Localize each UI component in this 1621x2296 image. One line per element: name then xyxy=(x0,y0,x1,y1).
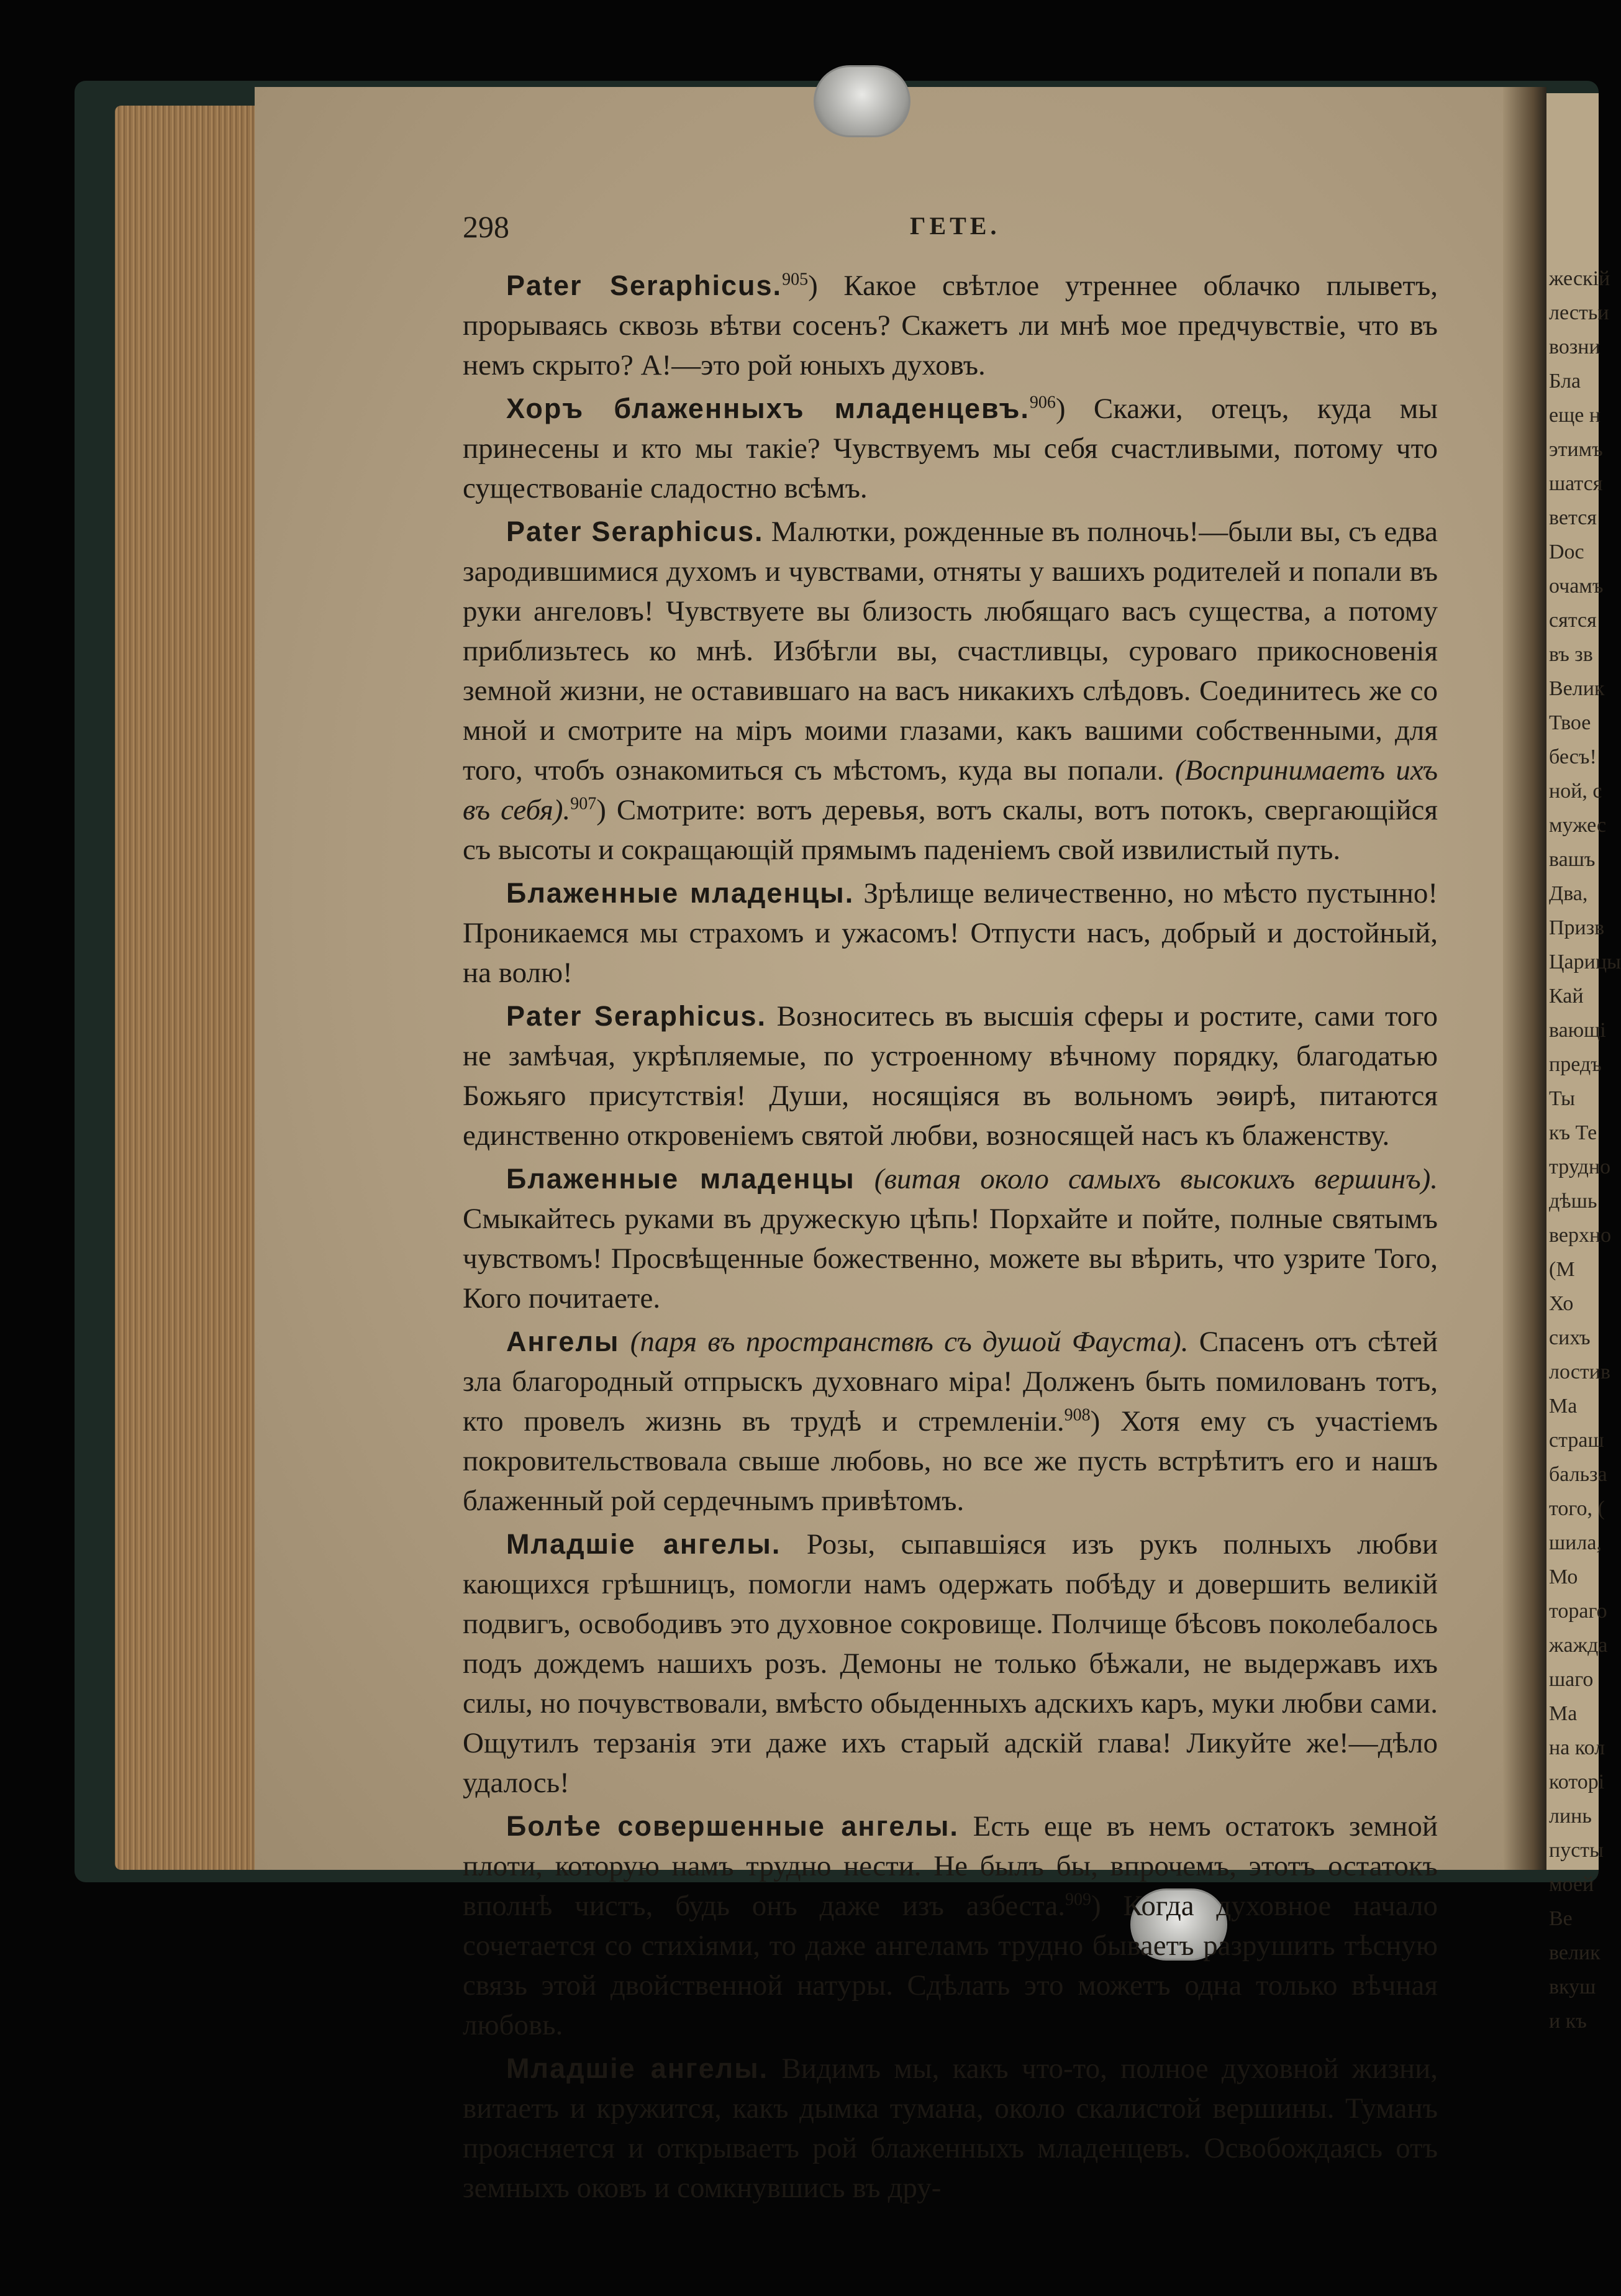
facing-page-fragment: (М xyxy=(1549,1258,1575,1281)
speaker-name: Pater Seraphicus. xyxy=(506,516,764,547)
facing-page-fragment: шила, xyxy=(1549,1531,1602,1554)
dialogue-text: Зрѣлище величественно, но мѣсто пустынно! Проникаемся мы страхомъ и ужасомъ! Отпусти насъ, добрый и достойный, на волю! xyxy=(463,877,1438,989)
speaker-name: Младшіе ангелы. xyxy=(506,2052,769,2084)
dialogue-text: Смыкайтесь руками въ дружескую цѣпь! Порхайте и пойте, полные святымъ чувствомъ! Просвѣщенные божественно, можете вы вѣрить, что узрите Того, Кого почитаете. xyxy=(463,1203,1438,1314)
facing-page-fragment: дѣшь xyxy=(1549,1190,1597,1213)
facing-page-fragment: сятся xyxy=(1549,609,1597,632)
page-gutter xyxy=(1503,87,1546,1870)
facing-page-fragment: верхно xyxy=(1549,1224,1612,1247)
facing-page-fragment: лестьи xyxy=(1549,301,1609,324)
facing-page-fragment: Хо xyxy=(1549,1292,1574,1315)
footnote-ref: 906 xyxy=(1029,393,1056,412)
facing-page-fragment: къ Те xyxy=(1549,1121,1597,1144)
dialogue-text: Видимъ мы, какъ что-то, полное духовной жизни, витаетъ и кружится, какъ дымка тумана, около скалистой вершины. Туманъ проясняется и открываетъ рой блаженныхъ младенцевъ. Освобождаясь отъ земныхъ оковъ и сомкнувшись въ дру- xyxy=(463,2052,1438,2204)
dialogue-text: Розы, сыпавшіяся изъ рукъ полныхъ любви кающихся грѣшницъ, помогли намъ одержать побѣду и довершить великій подвигъ, освободивъ это духовное сокровище. Полчище бѣсовъ поколебалось подъ дождемъ нашихъ розъ. Демоны не только бѣжали, не выдержавъ ихъ силы, но почувствовали, вмѣсто обыденныхъ адскихъ каръ, муки любви сами. Ощутилъ терзанія эти даже ихъ старый адскій глава! Ликуйте же!—дѣло удалось! xyxy=(463,1528,1438,1799)
dialogue-text: ) Когда духовное начало сочетается со стихіями, то даже ангеламъ трудно бываетъ разрушить тѣсную связь этой двойственной натуры. Сдѣлать это можетъ одна только вѣчная любовь. xyxy=(463,1890,1438,2041)
facing-page-fragment: вется xyxy=(1549,506,1597,529)
facing-page-fragment: вкуш xyxy=(1549,1975,1596,1998)
facing-page-fragment: на кол xyxy=(1549,1736,1605,1759)
dialogue-text: Спасенъ отъ сѣтей зла благородный отпрыскъ духовнаго міра! Долженъ быть помилованъ тотъ, кто провелъ жизнь въ трудѣ и стремленіи. xyxy=(463,1326,1438,1437)
facing-page-fragment: очамъ xyxy=(1549,575,1604,598)
footnote-ref: 905 xyxy=(782,270,809,289)
speaker-name: Pater Seraphicus. xyxy=(506,1000,767,1032)
page-clip-top xyxy=(814,65,910,137)
facing-page-fragment: еще н xyxy=(1549,404,1601,427)
dialogue-text: ) Хотя ему съ участіемъ покровительствовала свыше любовь, но все же пусть встрѣтитъ его и нашъ блаженный рой сердечнымъ привѣтомъ. xyxy=(463,1405,1438,1517)
facing-page-fragment: Ма xyxy=(1549,1702,1578,1725)
facing-page-fragment: бесъ! xyxy=(1549,745,1597,768)
paragraph xyxy=(463,996,1438,1155)
facing-page-fragment: страш xyxy=(1549,1429,1604,1452)
page-text xyxy=(463,266,1438,2212)
facing-page-fragment: тораго xyxy=(1549,1600,1607,1623)
dialogue-text: ) Скажи, отецъ, куда мы принесены и кто мы такіе? Чувствуемъ мы себя счастливыми, потому что существованіе сладостно всѣмъ. xyxy=(463,393,1438,504)
facing-page-fragment: Царицы xyxy=(1549,950,1621,973)
paragraph xyxy=(463,873,1438,993)
facing-page-fragment: шатся xyxy=(1549,472,1603,495)
paragraph xyxy=(463,1524,1438,1803)
paragraph xyxy=(463,1806,1438,2045)
facing-page-fragment: вашъ xyxy=(1549,848,1596,871)
facing-page-fragment: Ты xyxy=(1549,1087,1575,1110)
facing-page-fragment: Ве xyxy=(1549,1907,1573,1930)
footnote-ref: 909 xyxy=(1065,1890,1092,1910)
facing-page-fragment: Два, xyxy=(1549,882,1588,905)
facing-page-fragment: моей xyxy=(1549,1873,1594,1896)
facing-page-fragment: которі xyxy=(1549,1770,1605,1793)
facing-page-fragment: Doc xyxy=(1549,540,1584,563)
stage-direction: (витая около самыхъ высокихъ вершинъ). xyxy=(874,1163,1438,1195)
paragraph xyxy=(463,389,1438,508)
stage-direction: (Воспринимаетъ ихъ въ себя). xyxy=(463,754,1438,826)
dialogue-text: Есть еще въ немъ остатокъ земной плоти, которую намъ трудно нести. Не былъ бы, впрочемъ, этотъ остатокъ вполнѣ чистъ, будь онъ даже изъ азбеста. xyxy=(463,1810,1438,1922)
speaker-name: Ангелы xyxy=(506,1326,620,1357)
facing-page-fragment: этимъ xyxy=(1549,438,1603,461)
facing-page-fragment: Мо xyxy=(1549,1565,1578,1588)
facing-page-fragment: шаго xyxy=(1549,1668,1594,1691)
facing-page-fragment: сихъ xyxy=(1549,1326,1591,1349)
facing-page-fragment: и къ xyxy=(1549,2010,1587,2033)
running-title: ГЕТЕ. xyxy=(910,212,1001,240)
facing-page-fragment: того, ( xyxy=(1549,1497,1605,1520)
page-edges xyxy=(115,106,267,1870)
speaker-name: Болѣе совершенные ангелы. xyxy=(506,1810,959,1842)
facing-page-fragment: бальза xyxy=(1549,1463,1607,1486)
speaker-name: Блаженные младенцы. xyxy=(506,877,855,909)
facing-page-fragment: Призв xyxy=(1549,916,1605,939)
facing-page-fragment: велик xyxy=(1549,1941,1601,1964)
facing-page-fragment: жескій xyxy=(1549,267,1610,290)
facing-page-fragment: линь xyxy=(1549,1805,1592,1828)
facing-page-fragment: вающі xyxy=(1549,1019,1606,1042)
facing-page-fragment: предъ xyxy=(1549,1053,1602,1076)
page-header xyxy=(463,209,1394,246)
dialogue-text: Малютки, рожденные въ полночь!—были вы, съ едва зародившимися духомъ и чувствами, отняты у вашихъ родителей и попали въ руки ангеловъ! Чувствуете вы близость любящаго васъ существа, а потому приблизьтесь ко мнѣ. Избѣгли вы, счастливцы, суроваго прикосновенія земной жизни, не оставившаго на васъ никакихъ слѣдовъ. Соединитесь же со мной и смотрите на міръ моими глазами, какъ вашими собственными, для того, чтобъ ознакомиться съ мѣстомъ, куда вы попали. xyxy=(463,516,1438,786)
facing-page-fragment: пусты xyxy=(1549,1839,1604,1862)
dialogue-text: ) Какое свѣтлое утреннее облачко плыветъ, прорываясь сквозь вѣтви сосенъ? Скажетъ ли мнѣ мое предчувствіе, что въ немъ скрыто? А!—это рой юныхъ духовъ. xyxy=(463,270,1438,381)
facing-page-fragment: въ зв xyxy=(1549,643,1593,666)
facing-page-fragment: ной, с xyxy=(1549,780,1602,803)
speaker-name: Блаженные младенцы xyxy=(506,1163,855,1195)
paragraph xyxy=(463,512,1438,870)
speaker-name: Младшіе ангелы. xyxy=(506,1528,781,1560)
footnote-ref: 907 xyxy=(570,794,597,814)
paragraph xyxy=(463,1159,1438,1318)
paragraph xyxy=(463,266,1438,385)
dialogue-text: Возноситесь въ высшія сферы и ростите, сами того не замѣчая, укрѣпляемые, по устроенному вѣчному порядку, благодатью Божьяго присутствія! Души, носящіяся въ вольномъ эѳирѣ, питаются единственно откровеніемъ святой любви, возносящей насъ къ блаженству. xyxy=(463,1000,1438,1152)
page-number: 298 xyxy=(463,209,509,244)
paragraph xyxy=(463,2049,1438,2208)
dialogue-text: ) Смотрите: вотъ деревья, вотъ скалы, вотъ потокъ, свергающійся съ высоты и сокращающій прямымъ паденіемъ свой извилистый путь. xyxy=(463,794,1438,866)
speaker-name: Хоръ блаженныхъ младенцевъ. xyxy=(506,393,1030,424)
stage-direction: (паря въ пространствѣ съ душой Фауста). xyxy=(630,1326,1189,1358)
footnote-ref: 908 xyxy=(1064,1405,1091,1425)
speaker-name: Pater Seraphicus. xyxy=(506,270,783,301)
facing-page-fragment: Твое xyxy=(1549,711,1591,734)
facing-page xyxy=(1546,93,1621,2033)
facing-page-fragment: трудно xyxy=(1549,1155,1611,1178)
facing-page-fragment: Ма xyxy=(1549,1395,1578,1418)
facing-page-fragment: возни xyxy=(1549,335,1601,358)
paragraph xyxy=(463,1322,1438,1521)
facing-page-fragment: жажда xyxy=(1549,1634,1608,1657)
facing-page-fragment: Бла xyxy=(1549,370,1581,393)
facing-page-fragment: Велик xyxy=(1549,677,1605,700)
facing-page-fragment: мужес xyxy=(1549,814,1607,837)
facing-page-fragment: Кай xyxy=(1549,985,1584,1008)
facing-page-fragment: лостив xyxy=(1549,1360,1611,1383)
